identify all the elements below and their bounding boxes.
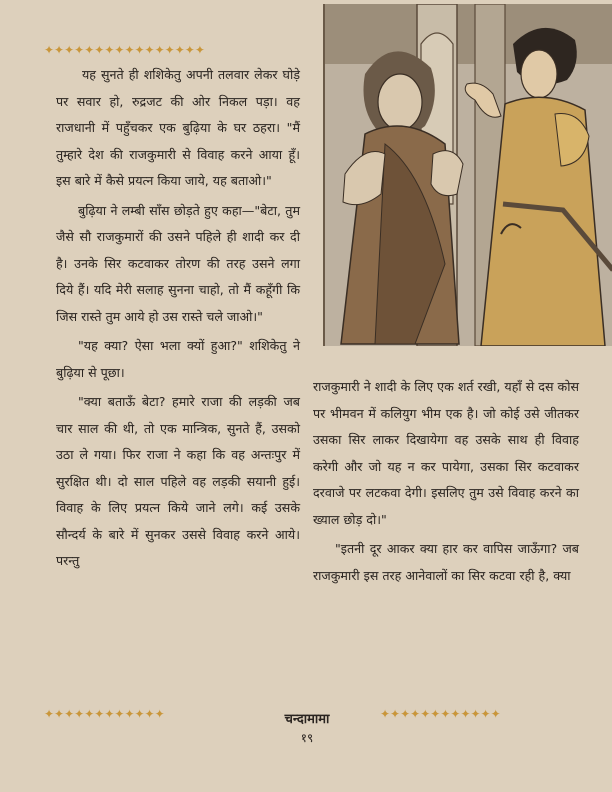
- paragraph-3: "यह क्या? ऐसा भला क्यों हुआ?" शशिकेतु ने बुढ़िया से पूछा।: [56, 338, 300, 380]
- paragraph-4: "क्या बताऊँ बेटा? हमारे राजा की लड़की जब चार साल की थी, तो एक मान्त्रिक, सुनते हैं, उसको उठा ले गया। फिर राजा ने कहा कि वह अन्तःपुर में सुरक्षित थी। दो साल पहिले वह लड़की सयानी हुई। विवाह के लिए प्रयत्न किये जाने लगे। कई उसके सौन्दर्य के बारे में सुनकर उससे विवाह करने आये। परन्तु: [56, 394, 300, 568]
- footer-ornament-right-text: ✦✦✦✦✦✦✦✦✦✦✦✦: [380, 708, 501, 720]
- left-column: [56, 62, 300, 578]
- header-ornament-text: ✦✦✦✦✦✦✦✦✦✦✦✦✦✦✦✦: [44, 44, 205, 56]
- illustration-svg: [325, 4, 612, 346]
- right-column: [313, 374, 579, 592]
- magazine-title: चन्दामामा: [284, 712, 330, 727]
- paragraph-6: "इतनी दूर आकर क्या हार कर वापिस जाऊँगा? जब राजकुमारी इस तरह आनेवालों का सिर कटवा रही है, क्या: [313, 541, 579, 583]
- header-ornament: [44, 44, 296, 56]
- paragraph-5: राजकुमारी ने शादी के लिए एक शर्त रखी, यहाँ से दस कोस पर भीमवन में कलियुग भीम एक है। जो कोई उसे जीतकर उसका सिर लाकर दिखायेगा वह उसके साथ ही विवाह करेगी और जो यह न कर पायेगा, उसका सिर कटवाकर दरवाजे पर लटकवा देगी। इसलिए तुम उसे विवाह करने का ख्याल छोड़ दो।": [313, 379, 579, 527]
- paragraph-2: बुढ़िया ने लम्बी साँस छोड़ते हुए कहा—"बेटा, तुम जैसे सौ राजकुमारों की उसने पहिले ही शादी कर दी है। उनके सिर कटवाकर तोरण की तरह उसने लगा दिये हैं। यदि मेरी सलाह सुनना चाहो, तो मैं कहूँगी कि जिस रास्ते तुम आये हो उस रास्ते चले जाओ।": [56, 202, 300, 324]
- story-illustration: [323, 4, 612, 346]
- paragraph-1: यह सुनते ही शशिकेतु अपनी तलवार लेकर घोड़े पर सवार हो, रुद्रजट की ओर निकल पड़ा। वह राजधानी में पहुँचकर एक बुढ़िया के घर ठहरा। "मैं तुम्हारे देश की राजकुमारी से विवाह करने आया हूँ। इस बारे में कैसे प्रयत्न किया जाये, यह बताओ।": [56, 67, 300, 188]
- footer-ornament-left: [44, 708, 244, 720]
- page-number: १९: [300, 731, 314, 745]
- footer-ornament-left-text: ✦✦✦✦✦✦✦✦✦✦✦✦: [44, 708, 165, 720]
- footer-ornament-right: [380, 708, 580, 720]
